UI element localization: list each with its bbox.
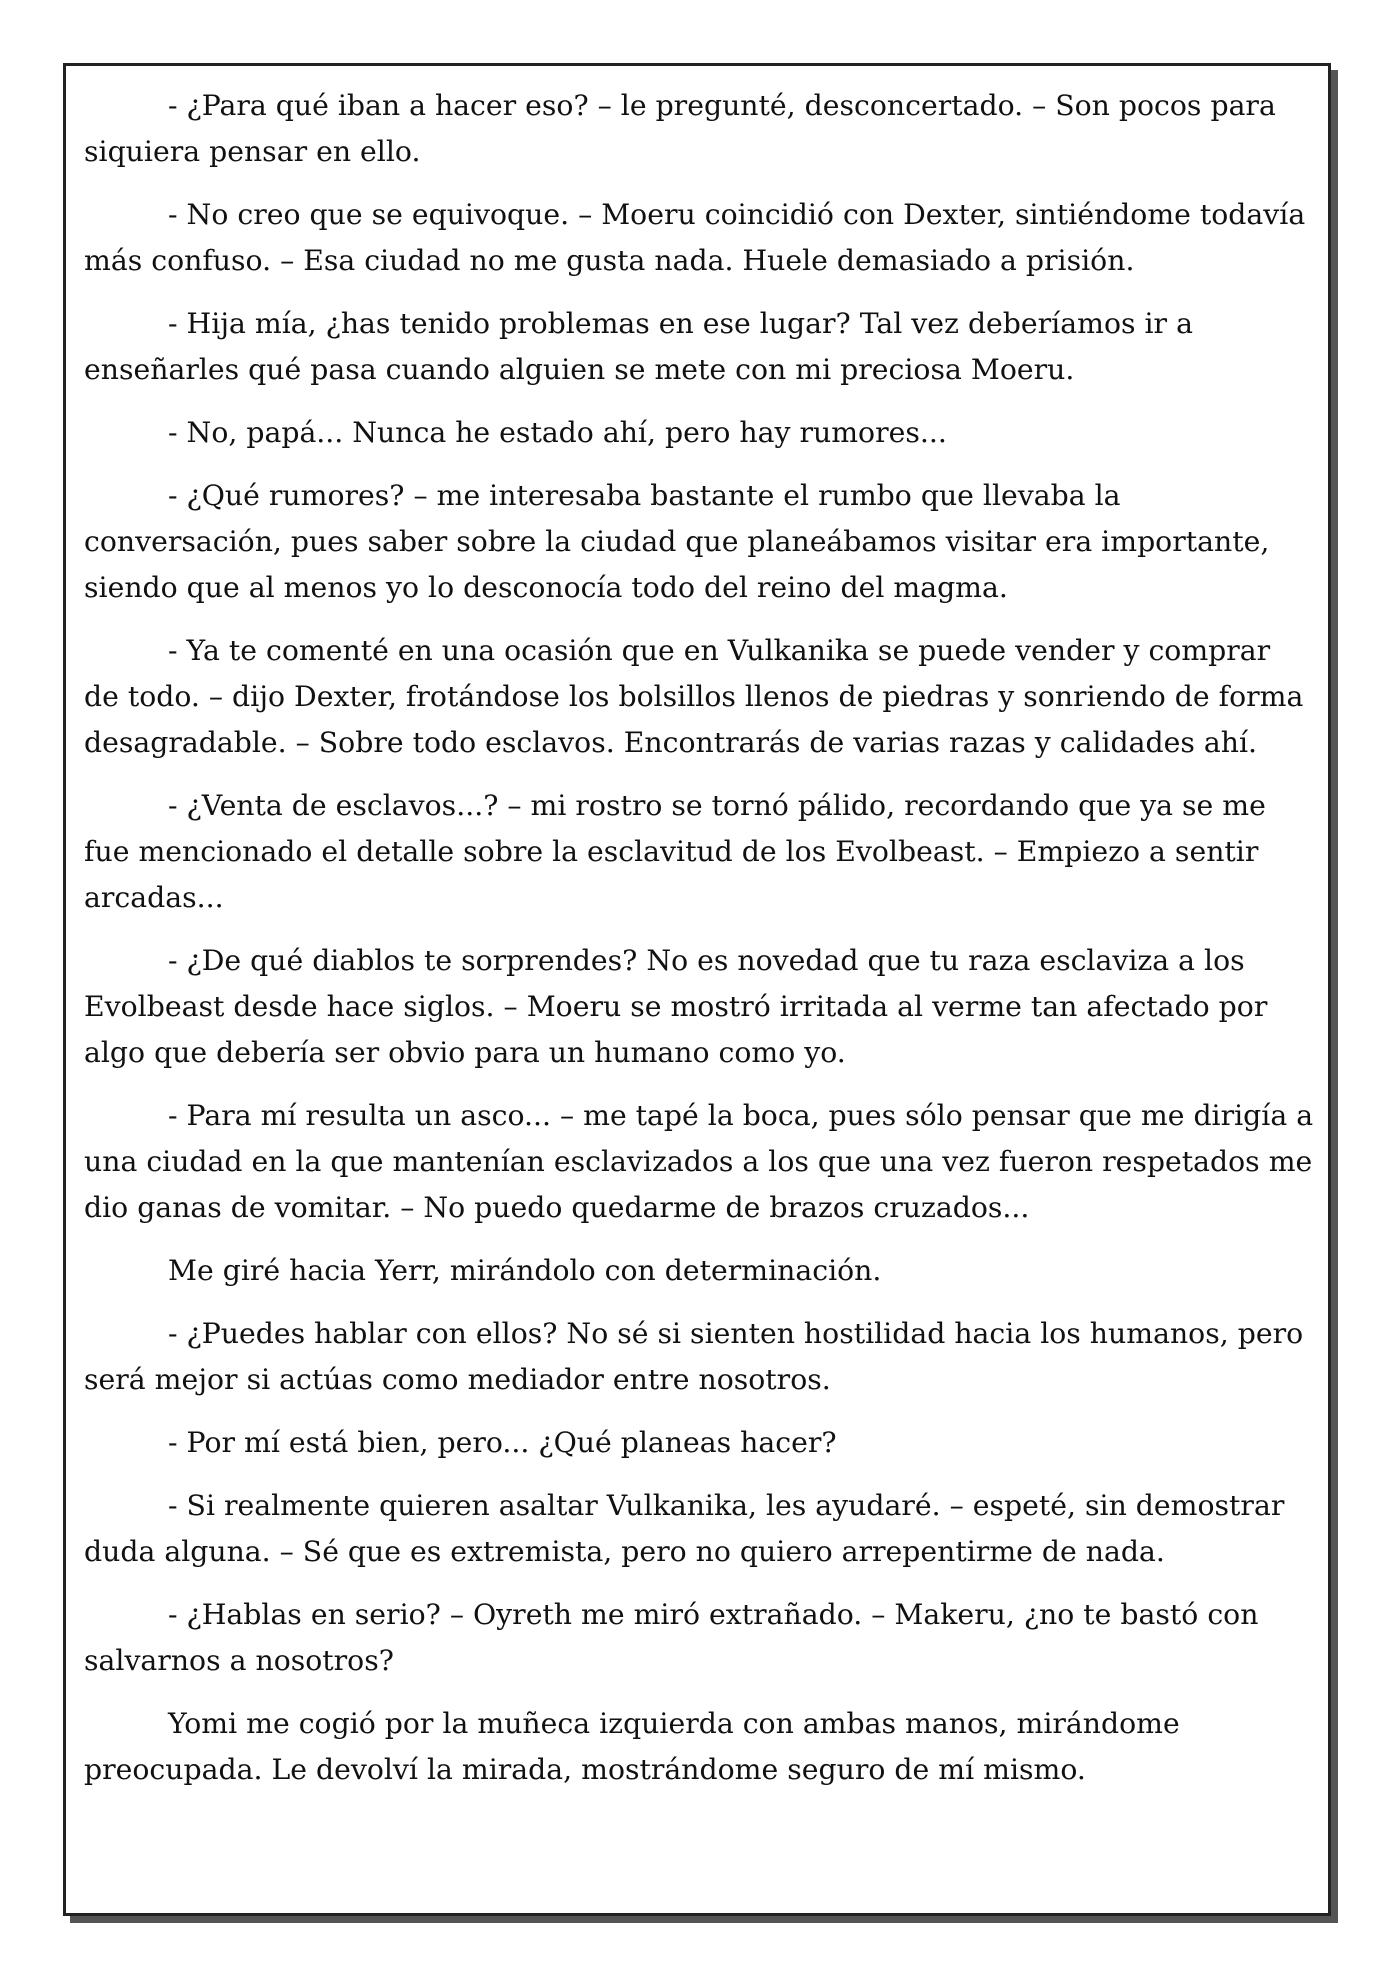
paragraph: - Ya te comenté en una ocasión que en Vulkanika se puede vender y comprar de todo. – dijo Dexter, frotándose los bolsillos llenos de piedras y sonriendo de forma desagradable. – Sobre todo esclavos. Encontrarás de varias razas y calidades ahí. [84, 634, 1304, 759]
paragraph: - ¿Venta de esclavos...? – mi rostro se tornó pálido, recordando que ya se me fue mencionado el detalle sobre la esclavitud de los Evolbeast. – Empiezo a sentir arcadas... [84, 789, 1266, 914]
paragraph: - Si realmente quieren asaltar Vulkanika, les ayudaré. – espeté, sin demostrar duda alguna. – Sé que es extremista, pero no quiero arrepentirme de nada. [84, 1489, 1285, 1568]
paragraph: - Por mí está bien, pero... ¿Qué planeas hacer? [168, 1426, 837, 1459]
document-text [84, 83, 1324, 1810]
paragraph: - No, papá... Nunca he estado ahí, pero hay rumores... [168, 416, 947, 449]
paragraph: - No creo que se equivoque. – Moeru coincidió con Dexter, sintiéndome todavía más confuso. – Esa ciudad no me gusta nada. Huele demasiado a prisión. [84, 198, 1306, 277]
paragraph: - ¿Hablas en serio? – Oyreth me miró extrañado. – Makeru, ¿no te bastó con salvarnos a nosotros? [84, 1598, 1259, 1677]
paragraph: - Hija mía, ¿has tenido problemas en ese lugar? Tal vez deberíamos ir a enseñarles qué pasa cuando alguien se mete con mi preciosa Moeru. [84, 307, 1193, 386]
paragraph: Me giré hacia Yerr, mirándolo con determinación. [168, 1254, 882, 1287]
paragraph: - ¿De qué diablos te sorprendes? No es novedad que tu raza esclaviza a los Evolbeast desde hace siglos. – Moeru se mostró irritada al verme tan afectado por algo que debería ser obvio para un humano como yo. [84, 944, 1268, 1069]
paragraph: - ¿Puedes hablar con ellos? No sé si sienten hostilidad hacia los humanos, pero será mejor si actúas como mediador entre nosotros. [84, 1317, 1304, 1396]
paragraph: - ¿Para qué iban a hacer eso? – le pregunté, desconcertado. – Son pocos para siquiera pensar en ello. [84, 89, 1276, 168]
paragraph: - ¿Qué rumores? – me interesaba bastante el rumbo que llevaba la conversación, pues saber sobre la ciudad que planeábamos visitar era importante, siendo que al menos yo lo desconocía todo del reino del magma. [84, 479, 1270, 604]
paragraph: - Para mí resulta un asco... – me tapé la boca, pues sólo pensar que me dirigía a una ciudad en la que mantenían esclavizados a los que una vez fueron respetados me dio ganas de vomitar. – No puedo quedarme de brazos cruzados... [84, 1099, 1314, 1224]
paragraph: Yomi me cogió por la muñeca izquierda con ambas manos, mirándome preocupada. Le devolví la mirada, mostrándome seguro de mí mismo. [84, 1707, 1180, 1786]
